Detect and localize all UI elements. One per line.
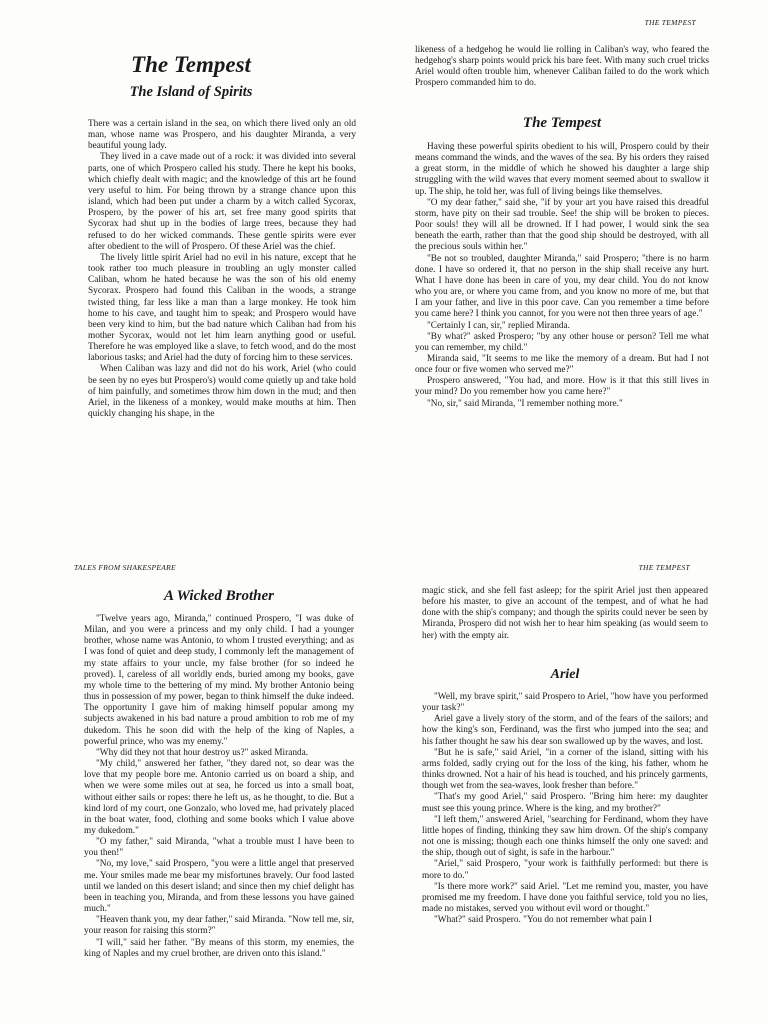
paragraph: There was a certain island in the sea, on which there lived only an old man, whose name was Prospero, and his daughter Miranda, a very beautiful young lady. bbox=[88, 119, 356, 152]
paragraph: "My child," answered her father, "they dared not, so dear was the love that my people bore me. Antonio carried us on board a ship, and when we were some miles out at sea, he forced us into a small boat, without either sails or ropes: there he left us, as he thought, to die. But a kind lord of my court, one Gonzalo, who loved me, had privately placed in the boat water, food, clothing and some books which I value above my dukedom." bbox=[84, 759, 354, 836]
paragraph: "What?" said Prospero. "You do not remember what pain I bbox=[434, 915, 653, 926]
paragraph: Having these powerful spirits obedient to his will, Prospero could by their means command the winds, and the waves of the sea. By his orders they raised a great storm, in the middle of which he showed his daughter a large ship struggling with the wild waves that every moment seemed about to swallow it up. The ship, he told her, was full of living beings like themselves. bbox=[415, 142, 709, 197]
page-2 bbox=[384, 0, 768, 512]
paragraph: "Why did they not that hour destroy us?" asked Miranda. bbox=[96, 747, 309, 758]
paragraph: Prospero answered, "You had, and more. How is it that this still lives in your mind? Do you remember how you came here?" bbox=[415, 376, 709, 398]
paragraph: "Be not so troubled, daughter Miranda," said Prospero; "there is no harm done. I have so ordered it, that no person in the ship shall receive any hurt. What I have done has been in care of you, my dear child. You do not know who you are, or where you came from, and you know no more of me, but that I am your father, and live in this poor cave. Can you remember a time before you came here? I think you cannot, for you were not then three years of age." bbox=[415, 253, 709, 320]
section-heading: Ariel bbox=[550, 667, 580, 682]
book-title: The Tempest bbox=[131, 52, 251, 77]
paragraph: magic stick, and she fell fast asleep; for the spirit Ariel just then appeared before his master, to give an account of the tempest, and of what he had done with the ship's company; and though the spirits could never be seen by Miranda, Prospero did not wish her to hear him speaking (as would seem to her) with the empty air. bbox=[422, 586, 708, 641]
running-head: TALES FROM SHAKESPEARE bbox=[74, 563, 176, 572]
paragraph: "That's my good Ariel," said Prospero. "Bring him here: my daughter must see this young prince. Where is the king, and my brother?" bbox=[422, 792, 708, 814]
paragraph: "O my father," said Miranda, "what a trouble must I have been to you then!" bbox=[84, 837, 354, 859]
page-2-top-text bbox=[415, 45, 709, 90]
page-4-top-text bbox=[422, 586, 708, 642]
section-heading: The Tempest bbox=[522, 115, 602, 131]
paragraph: "Certainly I can, sir," replied Miranda. bbox=[427, 320, 571, 331]
running-head: THE TEMPEST bbox=[644, 18, 696, 27]
page-3-body bbox=[84, 614, 354, 960]
paragraph: The lively little spirit Ariel had no evil in his nature, except that he took rather too much pleasure in troubling an ugly monster called Caliban, whom he hated because he was the son of his old enemy Sycorax. Prospero had found this Caliban in the woods, a strange twisted thing, far less like a man than a large monkey. He took him home to his cave, and taught him to speak; and Prospero would have been very kind to him, but the bad nature which Caliban had from his mother Sycorax, would not let him learn anything good or useful. Therefore he was employed like a slave, to fetch wood, and do the most laborious tasks; and Ariel had the duty of forcing him to these services. bbox=[88, 252, 356, 364]
page-1-body bbox=[88, 119, 356, 420]
page-1 bbox=[0, 0, 384, 512]
paragraph: "I left them," answered Ariel, "searching for Ferdinand, whom they have little hopes of finding, thinking they saw him drown. Of the ship's company not one is missing; though each one thinks himself the only one saved: and the ship, though out of sight, is safe in the harbour." bbox=[422, 814, 708, 859]
paragraph: "Well, my brave spirit," said Prospero to Ariel, "how have you performed your task?" bbox=[422, 692, 708, 714]
paragraph: "No, my love," said Prospero, "you were a little angel that preserved me. Your smiles made me bear my misfortunes bravely. Our food lasted until we landed on this desert island; and since then my chief delight has been in teaching you, Miranda, and from these lessons you have gained much." bbox=[84, 859, 354, 915]
page-2-body bbox=[415, 142, 709, 410]
paragraph: "Heaven thank you, my dear father," said Miranda. "Now tell me, sir, your reason for raising this storm?" bbox=[84, 915, 354, 937]
paragraph: "No, sir," said Miranda, "I remember nothing more." bbox=[427, 398, 623, 409]
paragraph: "By what?" asked Prospero; "by any other house or person? Tell me what you can remember, my child." bbox=[415, 331, 709, 353]
paragraph: Miranda said, "It seems to me like the memory of a dream. But had I not once four or five women who served me?" bbox=[415, 353, 709, 376]
paragraph: "Is there more work?" said Ariel. "Let me remind you, master, you have promised me my freedom. I have done you faithful service, told you no lies, made no mistakes, served you without evil word or thought." bbox=[422, 881, 708, 914]
page-4-body bbox=[422, 692, 708, 926]
paragraph: "Ariel," said Prospero, "your work is faithfully performed: but there is more to do." bbox=[422, 859, 708, 881]
paragraph: "O my dear father," said she, "if by your art you have raised this dreadful storm, have pity on their sad trouble. See! the ship will be broken to pieces. Poor souls! they will all be drowned. If I had power, I would sink the sea beneath the earth, rather than that the good ship should be destroyed, with all the precious souls within her." bbox=[415, 197, 709, 253]
paragraph: "Twelve years ago, Miranda," continued Prospero, "I was duke of Milan, and you were a princess and my only child. I had a younger brother, whose name was Antonio, to whom I trusted everything; and as I was fond of quiet and deep study, I commonly left the management of my state affairs to your uncle, my false brother (for so indeed he proved). I, careless of all worldly ends, buried among my books, gave my whole time to the bettering of my mind. My brother Antonio being thus in possession of my power, began to think himself the duke indeed. The opportunity I gave him of making himself popular among my subjects awakened in his bad nature a proud ambition to rob me of my dukedom. This he soon did with the help of the king of Naples, a powerful prince, who was my enemy." bbox=[84, 614, 354, 747]
paragraph: Ariel gave a lively story of the storm, and of the fears of the sailors; and how the king's son, Ferdinand, was the first who jumped into the sea; and his father thought he saw his dear son swallowed up by the waves, and lost. bbox=[422, 714, 708, 747]
paragraph: likeness of a hedgehog he would lie rolling in Caliban's way, who feared the hedgehog's sharp points would prick his bare feet. With many such cruel tricks Ariel would often trouble him, whenever Caliban failed to do the work which Prospero commanded him to do. bbox=[415, 45, 709, 89]
paragraph: When Caliban was lazy and did not do his work, Ariel (who could be seen by no eyes but Prospero's) would come quietly up and take hold of him painfully, and sometimes throw him down in the mud; and then Ariel, in the likeness of a monkey, would make mouths at him. Then quickly changing his shape, in the bbox=[88, 364, 356, 420]
paragraph: They lived in a cave made out of a rock: it was divided into several parts, one of which Prospero called his study. There he kept his books, which chiefly dealt with magic; and the knowledge of this art he found very useful to him. For being thrown by a strange chance upon this island, which had been put under a charm by a witch called Sycorax, Prospero, by the power of his art, set free many good spirits that Sycorax had shut up in the bodies of large trees, because they had refused to do her wicked commands. These gentle spirits were ever after obedient to the will of Prospero. Of these Ariel was the chief. bbox=[88, 152, 356, 252]
page-4 bbox=[384, 512, 768, 1024]
section-heading: A Wicked Brother bbox=[163, 588, 275, 604]
chapter-subtitle: The Island of Spirits bbox=[129, 84, 253, 100]
running-head: THE TEMPEST bbox=[638, 563, 690, 572]
paragraph: "I will," said her father. "By means of this storm, my enemies, the king of Naples and my cruel brother, are driven onto this island." bbox=[84, 937, 354, 959]
page-3 bbox=[0, 512, 384, 1024]
paragraph: "But he is safe," said Ariel, "in a corner of the island, sitting with his arms folded, sadly crying out for the loss of the king, his father, whom he thinks drowned. Not a hair of his head is touched, and his princely garments, though wet from the sea-waves, look fresher than before." bbox=[422, 747, 708, 792]
